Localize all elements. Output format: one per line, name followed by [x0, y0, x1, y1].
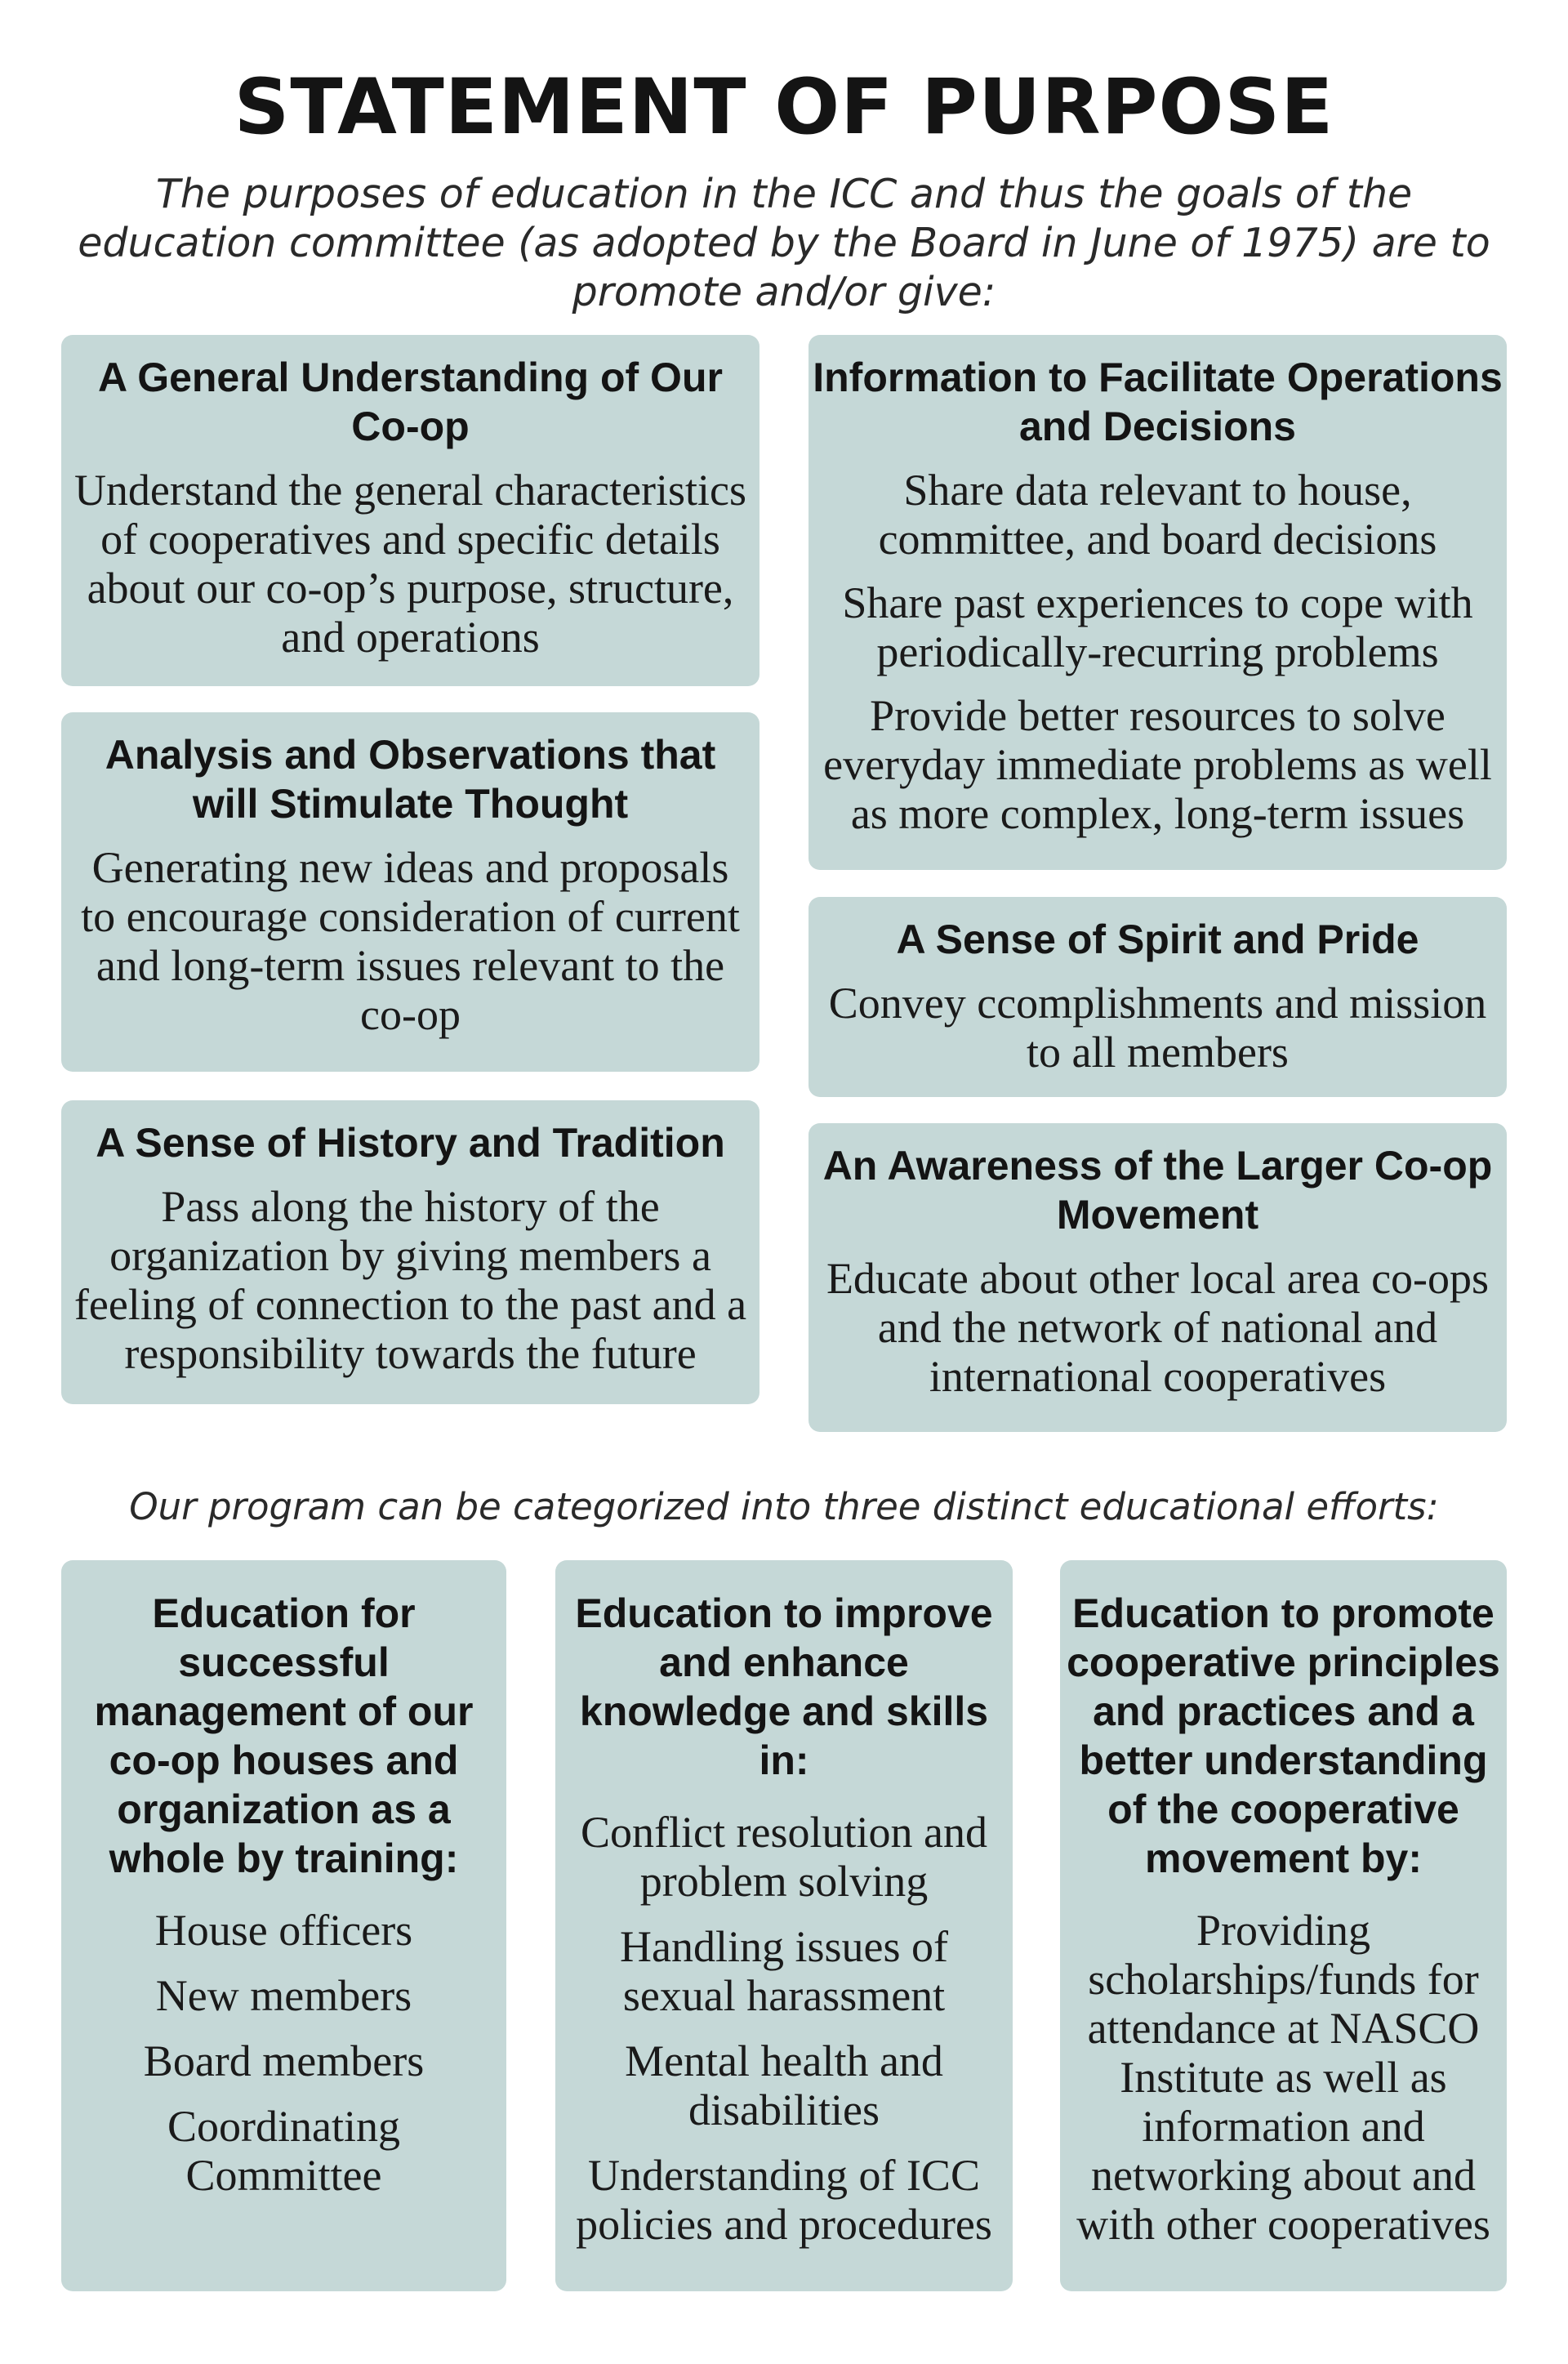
goal-card-body: Generating new ideas and proposals to encourage consideration of current and long-term issues relevant to the co-op [81, 843, 740, 1039]
goal-card-title: Analysis and Observations that will Stimulate Thought [105, 732, 716, 827]
goal-card-title: A Sense of History and Tradition [96, 1120, 725, 1166]
page-title: STATEMENT OF PURPOSE [234, 63, 1334, 152]
goal-card-history-tradition [61, 1100, 760, 1404]
goal-card-body: Educate about other local area co-ops and the network of national and international cooperatives [826, 1254, 1490, 1401]
effort-card-title: Education to improve and enhance knowledge and skills in: [575, 1590, 993, 1783]
goal-card-title: Information to Facilitate Operations and Decisions [813, 355, 1503, 449]
goal-card-body: Convey ccomplishments and mission to all members [828, 979, 1487, 1077]
goal-card-body: Understand the general characteristics of cooperatives and specific details about our co-op’s purpose, structure, and operations [74, 466, 747, 662]
effort-item: Providing scholarships/funds for attendance at NASCO Institute as well as information and networking about and with other cooperatives [1076, 1906, 1490, 2249]
effort-item: Handling issues of sexual harassment [620, 1922, 948, 2020]
effort-card-cooperative-principles [1060, 1560, 1507, 2291]
effort-card-knowledge-skills [555, 1560, 1013, 2291]
program-intro-text: Our program can be categorized into three distinct educational efforts: [129, 1485, 1439, 1528]
effort-item: Board members [143, 2036, 425, 2085]
effort-card-management [61, 1560, 506, 2291]
effort-item: Conflict resolution and problem solving [581, 1808, 987, 1906]
goal-card-analysis-observations [61, 712, 760, 1072]
goal-card-general-understanding [61, 335, 760, 686]
goal-card-body: Share past experiences to cope with periodically-recurring problems [842, 578, 1473, 676]
goal-card-title: A Sense of Spirit and Pride [896, 917, 1419, 962]
goal-card-body: Provide better resources to solve everyday immediate problems as well as more complex, long-term issues [823, 691, 1492, 838]
goal-card-body: Share data relevant to house, committee, and board decisions [878, 466, 1437, 564]
goal-card-title: An Awareness of the Larger Co-op Movement [822, 1143, 1493, 1238]
goal-card-spirit-pride [808, 897, 1507, 1097]
goal-card-larger-movement [808, 1123, 1507, 1432]
effort-item: House officers [154, 1906, 413, 1955]
effort-item: Coordinating Committee [167, 2102, 400, 2200]
goal-card-information-operations [808, 335, 1507, 870]
effort-item: Mental health and disabilities [625, 2036, 943, 2134]
effort-item: New members [155, 1971, 412, 2020]
goal-card-body: Pass along the history of the organization by giving members a feeling of connection to the past and a responsibility towards the future [74, 1182, 747, 1378]
effort-card-title: Education for successful management of our co-op houses and organization as a whole by training: [94, 1590, 474, 1881]
effort-card-title: Education to promote cooperative principles and practices and a better understanding of the cooperative movement by: [1067, 1590, 1500, 1881]
effort-item: Understanding of ICC policies and procedures [576, 2151, 992, 2249]
intro-text: The purposes of education in the ICC and thus the goals of the education committee (as adopted by the Board in June of 1975) are to promote and/or give: [78, 171, 1490, 315]
goal-card-title: A General Understanding of Our Co-op [98, 355, 723, 449]
